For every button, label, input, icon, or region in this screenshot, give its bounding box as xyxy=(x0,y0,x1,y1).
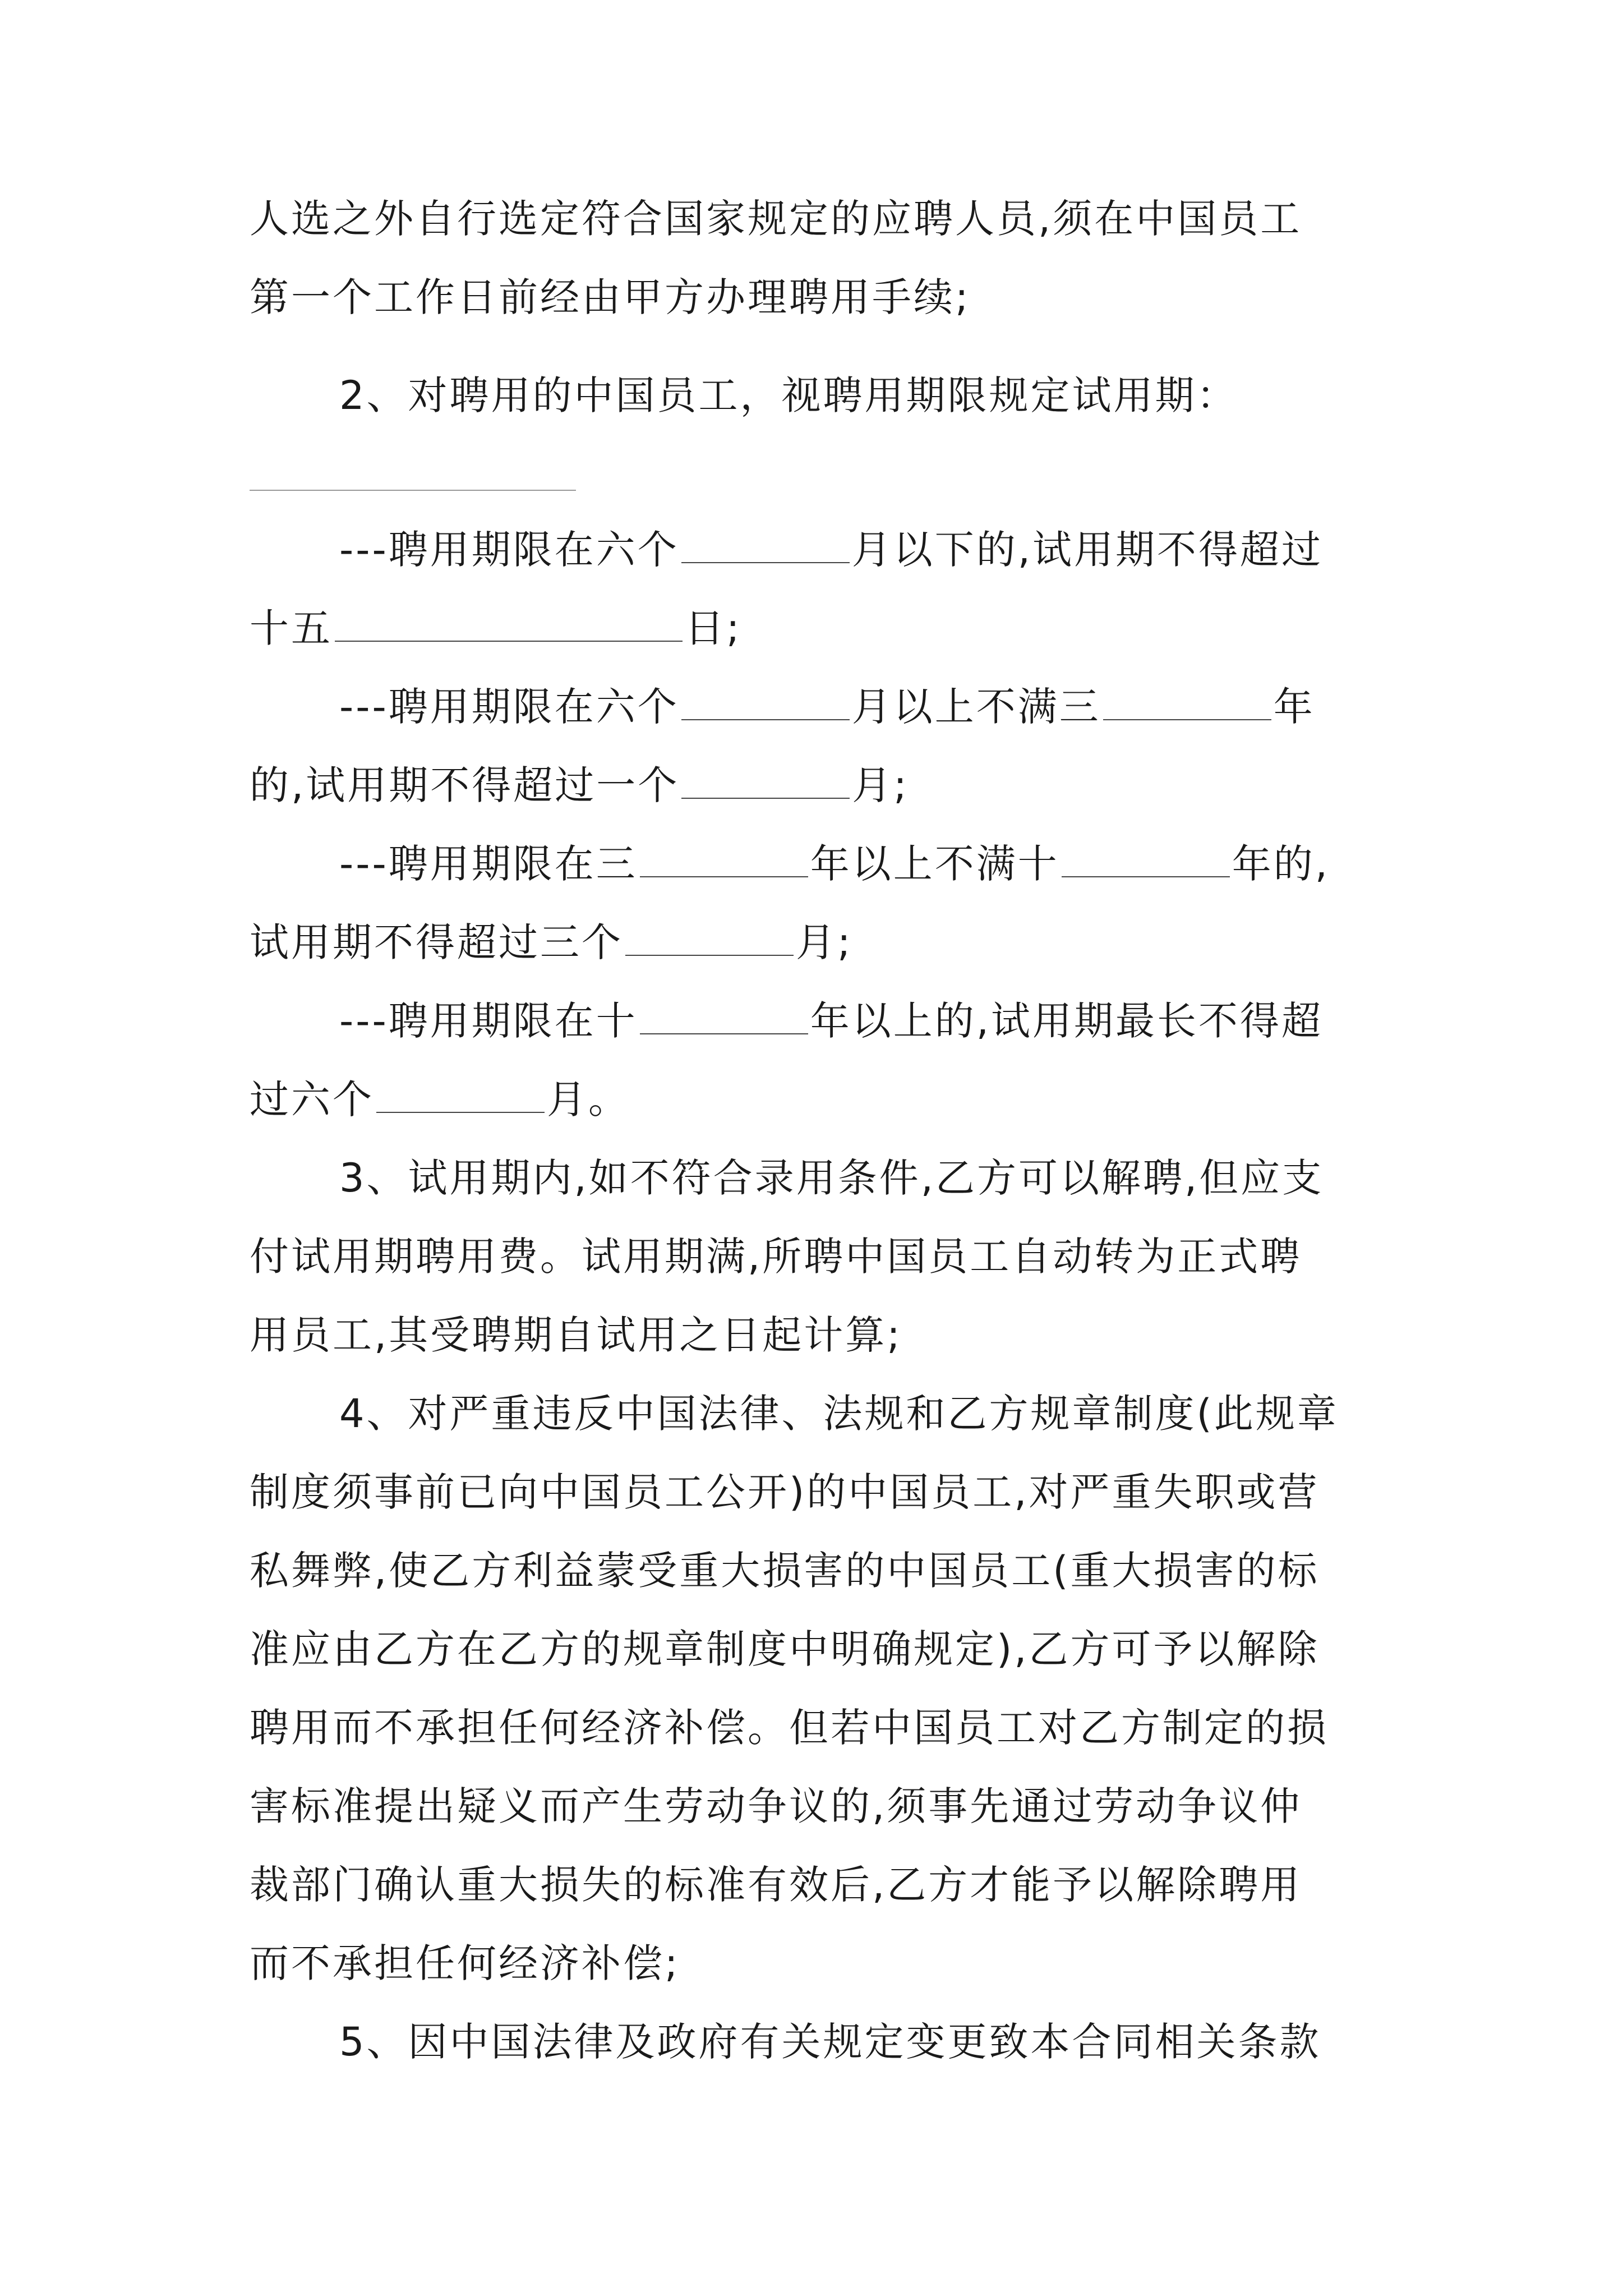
text-line: 付试用期聘用费。试用期满,所聘中国员工自动转为正式聘 xyxy=(250,1234,1302,1280)
fill-in-blank[interactable] xyxy=(1062,837,1230,877)
text-line xyxy=(339,993,1323,1049)
fill-in-blank[interactable] xyxy=(681,758,850,799)
text-line xyxy=(250,914,853,970)
text-segment: 年 xyxy=(1273,684,1315,730)
text-line: 第一个工作日前经由甲方办理聘用手续; xyxy=(250,274,971,320)
text-line: 5、因中国法律及政府有关规定变更致本合同相关条款 xyxy=(339,2019,1321,2065)
text-line xyxy=(339,836,1330,892)
text-line: 准应由乙方在乙方的规章制度中明确规定),乙方可予以解除 xyxy=(250,1626,1320,1672)
fill-in-blank[interactable] xyxy=(640,837,808,877)
text-line: 害标准提出疑义而产生劳动争议的,须事先通过劳动争议仲 xyxy=(250,1783,1302,1829)
text-line: 聘用而不承担任何经济补偿。但若中国员工对乙方制定的损 xyxy=(250,1705,1329,1751)
text-line: 用员工,其受聘期自试用之日起计算; xyxy=(250,1312,902,1358)
text-segment: 年的, xyxy=(1232,841,1330,887)
text-segment: 月; xyxy=(796,919,853,965)
text-line: 3、试用期内,如不符合录用条件,乙方可以解聘,但应支 xyxy=(339,1155,1324,1201)
text-line: 人选之外自行选定符合国家规定的应聘人员,须在中国员工 xyxy=(250,196,1302,242)
text-segment: 年以上不满十 xyxy=(810,841,1059,887)
text-line: 私舞弊,使乙方利益蒙受重大损害的中国员工(重大损害的标 xyxy=(250,1548,1320,1594)
fill-in-blank[interactable] xyxy=(681,680,850,720)
text-segment: 月以下的,试用期不得超过 xyxy=(851,527,1324,573)
text-segment: 的,试用期不得超过一个 xyxy=(250,762,680,808)
text-line xyxy=(250,600,742,656)
horizontal-rule xyxy=(250,490,576,491)
text-segment: 十五 xyxy=(250,605,333,651)
text-line: 4、对严重违反中国法律、法规和乙方规章制度(此规章 xyxy=(339,1391,1339,1437)
text-segment: 过六个 xyxy=(250,1076,374,1122)
text-segment: 试用期不得超过三个 xyxy=(250,919,623,965)
fill-in-blank[interactable] xyxy=(1103,680,1271,720)
fill-in-blank[interactable] xyxy=(376,1073,545,1113)
text-segment: ---聘用期限在十 xyxy=(339,998,638,1044)
text-segment: ---聘用期限在六个 xyxy=(339,527,679,573)
text-segment: 年以上的,试用期最长不得超 xyxy=(810,998,1324,1044)
text-line: 而不承担任何经济补偿; xyxy=(250,1940,680,1986)
text-segment: 月。 xyxy=(547,1076,630,1122)
fill-in-blank[interactable] xyxy=(625,915,794,956)
text-line xyxy=(339,522,1323,578)
text-line xyxy=(250,1071,630,1128)
text-line xyxy=(339,679,1315,735)
text-segment: ---聘用期限在三 xyxy=(339,841,638,887)
fill-in-blank[interactable] xyxy=(640,994,808,1034)
text-segment: 日; xyxy=(685,605,742,651)
text-line: 制度须事前已向中国员工公开)的中国员工,对严重失职或营 xyxy=(250,1469,1320,1515)
text-line: 裁部门确认重大损失的标准有效后,乙方才能予以解除聘用 xyxy=(250,1862,1302,1908)
text-segment: 月; xyxy=(852,762,909,808)
text-segment: ---聘用期限在六个 xyxy=(339,684,679,730)
text-line xyxy=(250,757,909,813)
clause-2-heading: 2、对聘用的中国员工，视聘用期限规定试用期： xyxy=(339,372,1238,418)
text-segment: 月以上不满三 xyxy=(851,684,1101,730)
fill-in-blank[interactable] xyxy=(335,601,683,642)
fill-in-blank[interactable] xyxy=(681,523,850,563)
